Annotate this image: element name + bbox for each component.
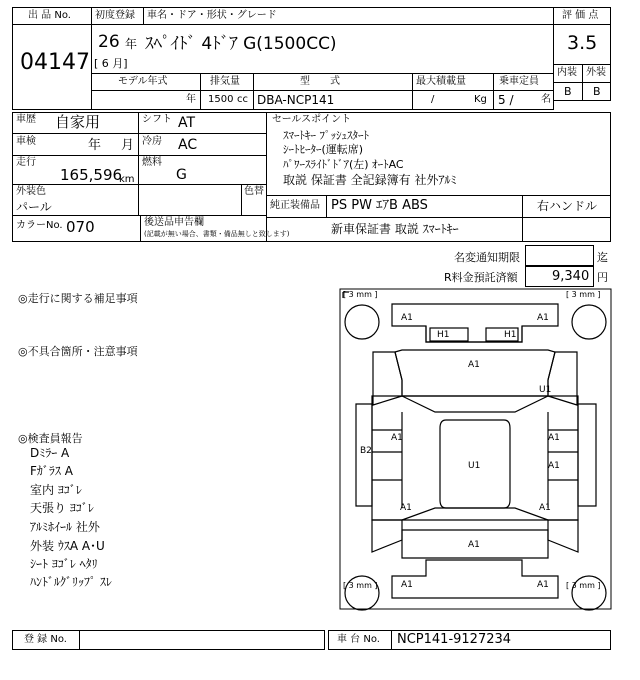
hood: [395, 350, 555, 396]
history-label: 車歴: [16, 114, 36, 125]
inspector-line: 天張り ﾖｺﾞﾚ: [30, 501, 94, 515]
model-year-unit: 年: [186, 94, 196, 105]
capacity-value: 5 /: [498, 93, 514, 107]
sales-point-line: ﾊﾟﾜｰｽﾗｲﾄﾞﾄﾞｱ(左) ｵｰﾄAC: [283, 158, 404, 171]
recycle-fee-unit: 円: [597, 271, 608, 284]
mark-rear-bumper-left: A1: [401, 580, 413, 590]
first-registration-label: 初度登録: [95, 10, 135, 21]
inspector-line: 室内 ﾖｺﾞﾚ: [30, 483, 82, 497]
overall-score: 3.5: [567, 32, 598, 54]
inspector-line: ｱﾙﾐﾎｲｰﾙ 社外: [30, 520, 100, 534]
mark-front-bumper-right: A1: [537, 313, 549, 323]
genuine-equipment-items: PS PW ｴｱB ABS: [331, 198, 428, 213]
ac-value: AC: [178, 137, 198, 153]
color-change-label: 色替: [244, 186, 264, 197]
driving-notes-title: ◎走行に関する補足事項: [18, 292, 138, 305]
inspector-line: Fｶﾞﾗｽ A: [30, 464, 73, 478]
exterior-grade: B: [593, 85, 601, 98]
mark-front-bumper-left: A1: [401, 313, 413, 323]
history-value: 自家用: [55, 113, 101, 131]
mark-roof: U1: [468, 461, 481, 471]
exterior-color-value: パール: [16, 200, 52, 214]
inspection-label: 車検: [16, 136, 36, 147]
kg-unit: Kg: [474, 94, 487, 105]
capacity-label: 乗車定員: [499, 76, 539, 87]
mark-headlight-left: H1: [437, 330, 450, 340]
name-change-deadline-label: 名変通知期限: [454, 251, 520, 264]
tire-depth-front-right: [ 3 mm ]: [566, 290, 601, 299]
shift-value: AT: [178, 115, 196, 131]
displacement-value: 1500: [208, 94, 234, 105]
chassis-no-value: NCP141-9127234: [397, 632, 512, 647]
recycle-fee-value: 9,340: [552, 269, 590, 284]
mileage-value: 165,596: [60, 166, 123, 184]
sales-points-title: セールスポイント: [272, 114, 352, 125]
defect-notes-title: ◎不具合箇所・注意事項: [18, 345, 138, 358]
registration-no-label: 登 録 No.: [24, 634, 67, 645]
sales-point-line: 取説 保証書 全記録簿有 社外ｱﾙﾐ: [283, 173, 457, 187]
inspector-line: ﾊﾝﾄﾞﾙｸﾞﾘｯﾌﾟ ｽﾚ: [30, 575, 112, 589]
shift-label: シフト: [142, 114, 172, 125]
mark-headlight-right: H1: [504, 330, 517, 340]
inspector-report-title: ◎検査員報告: [18, 432, 83, 445]
cc-unit: cc: [237, 94, 248, 105]
color-no-value: 070: [66, 218, 95, 236]
front-bumper: [392, 304, 558, 342]
registration-year-unit: 年: [125, 37, 138, 51]
later-items-note: (記載が無い場合、書類・備品無しと致します): [144, 230, 290, 238]
rear-bumper: [392, 560, 558, 598]
displacement-label: 排気量: [210, 76, 240, 87]
ac-label: 冷房: [142, 136, 162, 147]
mark-trunk: A1: [468, 540, 480, 550]
sales-point-line: ｽﾏｰﾄｷｰ ﾌﾟｯｼｭｽﾀｰﾄ: [283, 129, 369, 142]
exterior-label: 外装: [586, 67, 606, 78]
tire-front-left: [345, 305, 379, 339]
registration-month: [ 6 月]: [94, 57, 128, 70]
score-label: 評 価 点: [562, 10, 599, 21]
interior-grade: B: [564, 85, 572, 98]
mark-hood: A1: [468, 360, 480, 370]
lot-number-label: 出 品 No.: [28, 10, 71, 21]
km-unit: km: [119, 174, 135, 185]
max-load-label: 最大積載量: [416, 76, 466, 87]
mark-left-quarter: B2: [360, 446, 372, 456]
inspector-line: 外装 ｳｽA A･U: [30, 539, 105, 553]
mark-right-rear-door: A1: [548, 461, 560, 471]
later-items-label: 後送品申告欄: [144, 217, 204, 228]
extra-items: 新車保証書 取説 ｽﾏｰﾄｷｰ: [331, 222, 459, 236]
recycle-fee-label: R料金預託済額: [444, 271, 518, 284]
inspector-line: Dﾐﾗｰ A: [30, 446, 70, 460]
chassis-no-label: 車 台 No.: [337, 634, 380, 645]
mark-left-rear-door: A1: [400, 503, 412, 513]
mark-right-rear: A1: [539, 503, 551, 513]
mark-left-front-door: A1: [391, 433, 403, 443]
steering-side: 右ハンドル: [537, 199, 598, 213]
car-name-grade: ｽﾍﾟｲﾄﾞ 4ﾄﾞｱ G(1500CC): [145, 34, 337, 54]
load-slash: /: [431, 94, 435, 105]
tire-depth-front-left: [ 3 mm ]: [343, 290, 378, 299]
model-code: DBA-NCP141: [257, 93, 335, 107]
fuel-label: 燃料: [142, 157, 162, 168]
color-no-label: カラーNo.: [16, 220, 63, 231]
inspection-year: 年: [88, 138, 102, 153]
name-change-deadline-suffix: 迄: [597, 251, 608, 264]
tire-depth-rear-right: [ 3 mm ]: [566, 581, 601, 590]
inspector-line: ｼｰﾄ ﾖｺﾞﾚ ﾍﾀﾘ: [30, 557, 98, 571]
model-year-label: モデル年式: [118, 76, 168, 87]
exterior-color-label: 外装色: [16, 186, 46, 197]
mark-right-fender: U1: [539, 385, 552, 395]
mileage-label: 走行: [16, 157, 36, 168]
model-type-label: 型 式: [300, 76, 340, 87]
tire-front-right: [572, 305, 606, 339]
mark-rear-bumper-right: A1: [537, 580, 549, 590]
inspection-month: 月: [121, 138, 135, 153]
mark-right-front-door: A1: [548, 433, 560, 443]
car-info-label: 車名・ドア・形状・グレード: [147, 10, 277, 21]
genuine-equipment-label: 純正装備品: [270, 200, 320, 211]
lot-number: 04147: [20, 50, 90, 75]
interior-label: 内装: [557, 67, 577, 78]
tire-depth-rear-left: [ 3 mm ]: [343, 581, 378, 590]
person-unit: 名: [541, 94, 551, 105]
sales-point-line: ｼｰﾄﾋｰﾀｰ(運転席): [283, 143, 364, 156]
registration-year: 26: [98, 32, 120, 52]
fuel-value: G: [176, 167, 187, 183]
